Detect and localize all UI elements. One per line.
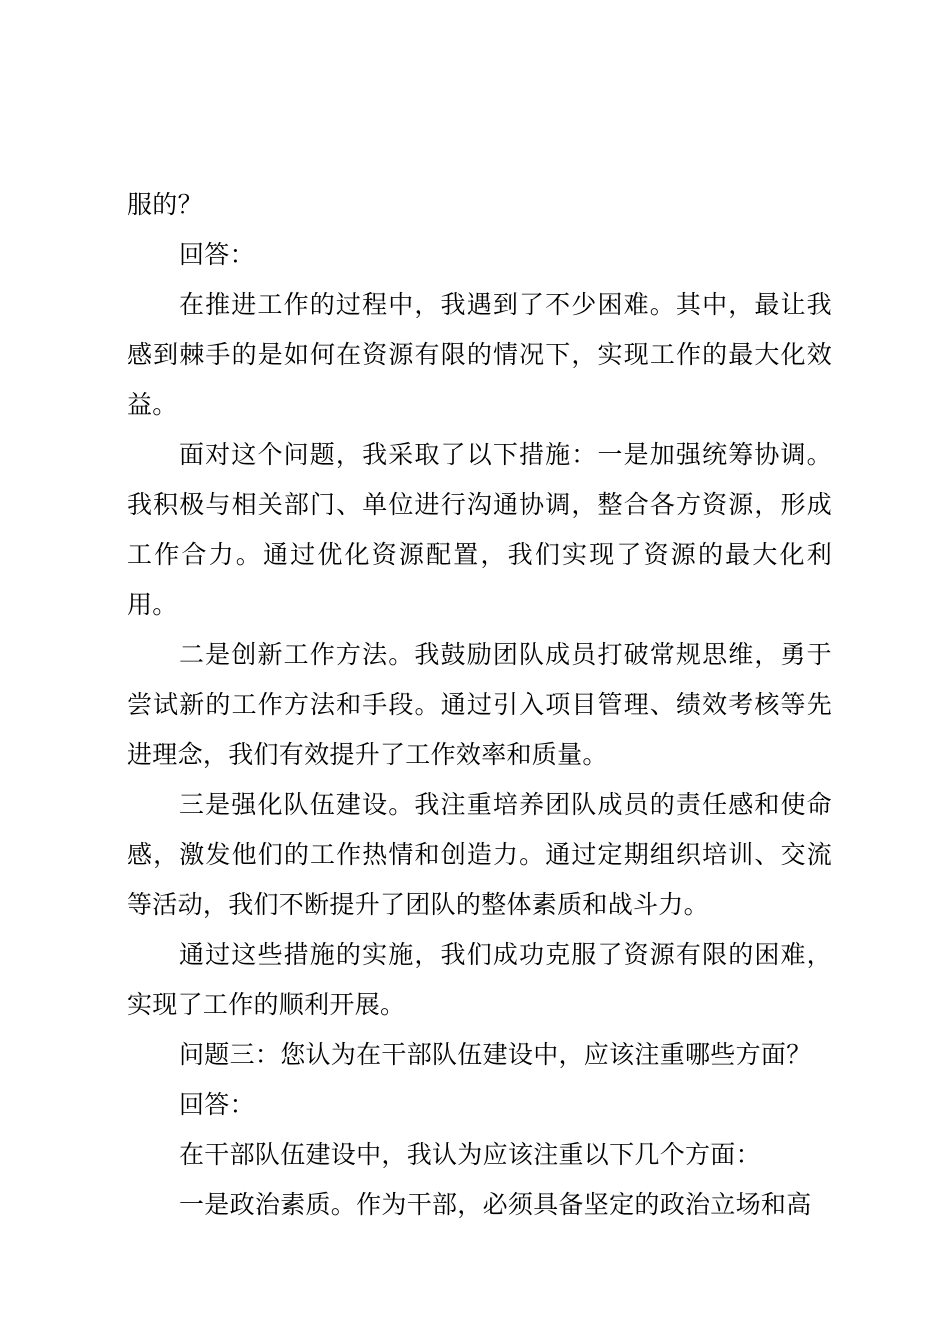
paragraph-5: 二是创新工作方法。我鼓励团队成员打破常规思维，勇于尝试新的工作方法和手段。通过引入项目管理、绩效考核等先进理念，我们有效提升了工作效率和质量。 bbox=[127, 640, 832, 769]
paragraph-4: 面对这个问题，我采取了以下措施：一是加强统筹协调。我积极与相关部门、单位进行沟通协调，整合各方资源，形成工作合力。通过优化资源配置，我们实现了资源的最大化利用。 bbox=[127, 440, 832, 619]
paragraph-3: 在推进工作的过程中，我遇到了不少困难。其中，最让我感到棘手的是如何在资源有限的情况下，实现工作的最大化效益。 bbox=[127, 290, 832, 419]
document-body bbox=[127, 180, 832, 1230]
paragraph-10: 在干部队伍建设中，我认为应该注重以下几个方面： bbox=[179, 1140, 761, 1169]
paragraph-1: 服的？ bbox=[127, 190, 203, 219]
answer-label: 回答： bbox=[179, 1090, 255, 1119]
question-heading: 问题三：您认为在干部队伍建设中，应该注重哪些方面？ bbox=[179, 1040, 812, 1069]
paragraph-2: 回答： bbox=[179, 240, 255, 269]
paragraph-11: 一是政治素质。作为干部，必须具备坚定的政治立场和高 bbox=[179, 1190, 812, 1219]
paragraph-6: 三是强化队伍建设。我注重培养团队成员的责任感和使命感，激发他们的工作热情和创造力。通过定期组织培训、交流等活动，我们不断提升了团队的整体素质和战斗力。 bbox=[127, 790, 832, 919]
paragraph-7: 通过这些措施的实施，我们成功克服了资源有限的困难，实现了工作的顺利开展。 bbox=[127, 940, 832, 1019]
